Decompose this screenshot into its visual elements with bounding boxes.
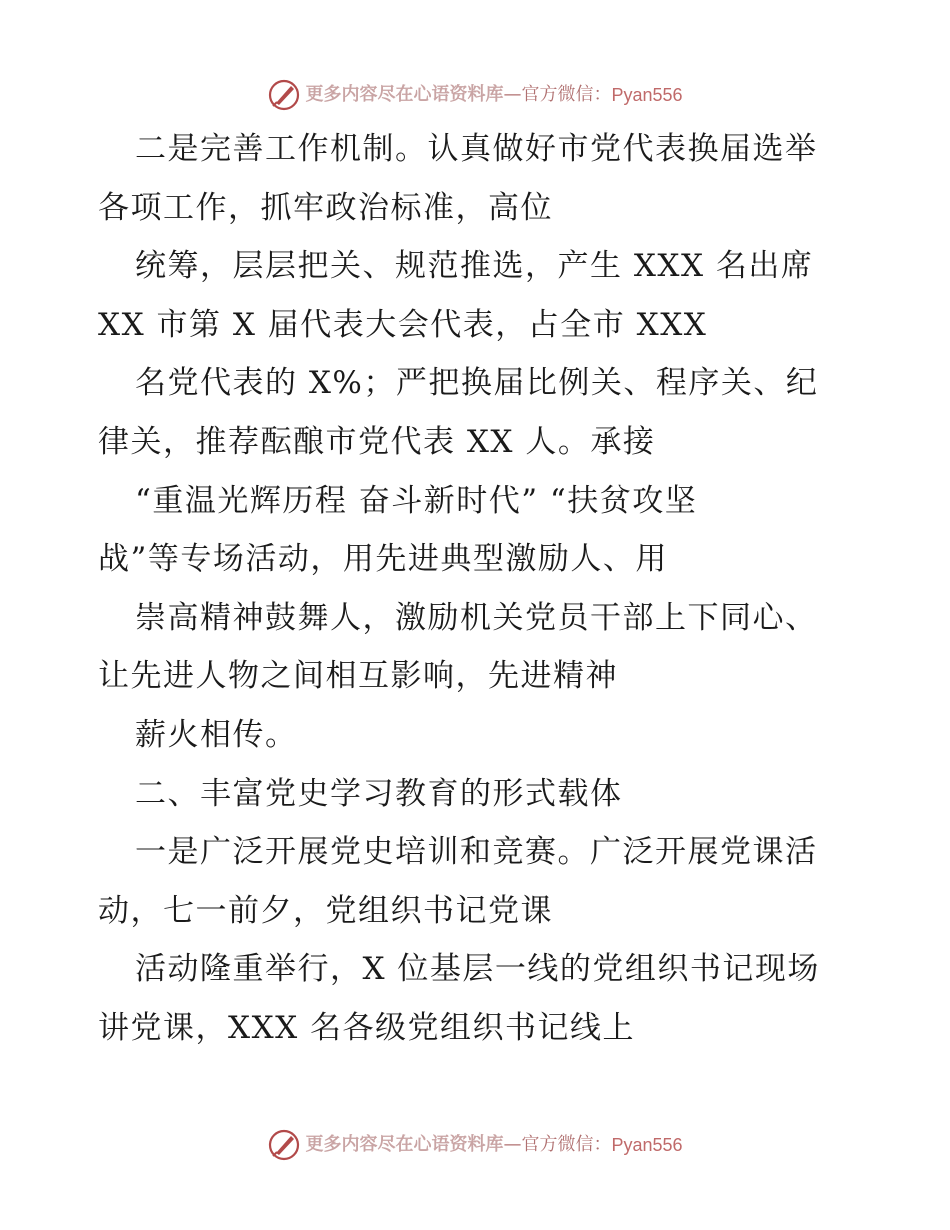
quill-pen-seal-icon (267, 78, 301, 112)
body-line: 活动隆重举行，X 位基层一线的党组织书记现场 (135, 951, 820, 988)
body-line: 薪火相传。 (135, 716, 298, 753)
body-line: 二是完善工作机制。认真做好市党代表换届选举 (135, 131, 818, 167)
watermark-dash: — (503, 1134, 522, 1155)
body-line: 一是广泛开展党史培训和竞赛。广泛开展党课活 (135, 834, 818, 871)
body-line: 名党代表的 X%；严把换届比例关、程序关、纪 (135, 365, 819, 402)
quill-pen-seal-icon (267, 1128, 301, 1162)
body-line: 统筹，层层把关、规范推选，产生 XXX 名出席 (135, 248, 814, 285)
watermark-official-label: 官方微信： (521, 84, 612, 105)
watermark-wechat-id: Pyan556 (611, 85, 683, 105)
body-line: 战”等专场活动，用先进典型激励人、用 (98, 541, 668, 578)
body-line: 让先进人物之间相互影响，先进精神 (98, 658, 618, 695)
watermark-wechat-id: Pyan556 (611, 1135, 683, 1155)
body-line: XX 市第 X 届代表大会代表，占全市 XXX (98, 306, 708, 343)
watermark-dash: — (503, 84, 522, 105)
body-line: “重温光辉历程 奋斗新时代” “扶贫攻坚 (135, 482, 698, 519)
body-line: 讲党课，XXX 名各级党组织书记线上 (98, 1009, 636, 1046)
section-heading: 二、丰富党史学习教育的形式载体 (135, 775, 623, 812)
body-line: 动，七一前夕，党组织书记党课 (98, 892, 553, 929)
footer-watermark (0, 1128, 950, 1162)
body-line: 律关，推荐酝酿市党代表 XX 人。承接 (98, 423, 656, 460)
body-line: 崇高精神鼓舞人，激励机关党员干部上下同心、 (135, 599, 818, 636)
document-body (98, 120, 858, 1058)
watermark-official-label: 官方微信： (521, 1134, 612, 1155)
watermark-text: 更多内容尽在心语资料库 (305, 1134, 504, 1155)
watermark-text: 更多内容尽在心语资料库 (305, 84, 504, 105)
body-line: 各项工作，抓牢政治标准，高位 (98, 189, 553, 226)
header-watermark (0, 78, 950, 112)
